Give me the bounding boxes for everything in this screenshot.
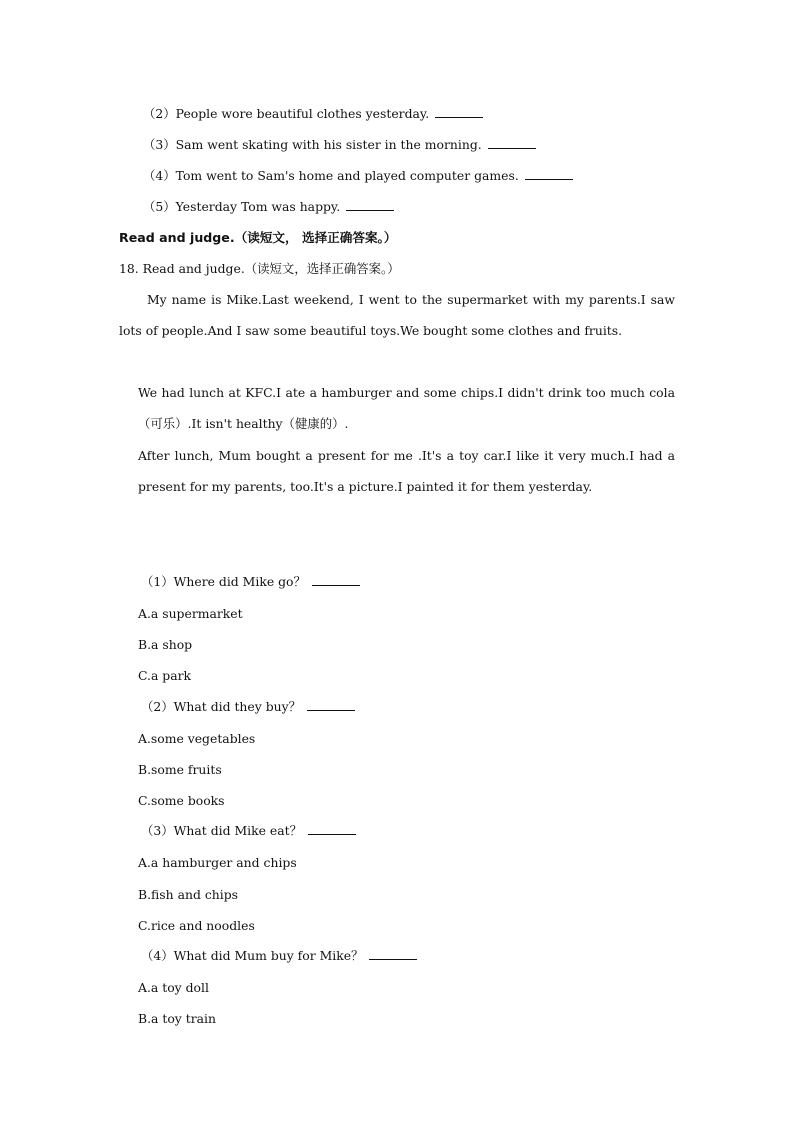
- prev-item-text: Yesterday Tom was happy.: [175, 199, 341, 214]
- option-3a[interactable]: A.a hamburger and chips: [138, 855, 297, 870]
- prev-item-3: [143, 136, 536, 153]
- question-num: （2）: [141, 699, 174, 714]
- passage-paragraph-3: After lunch, Mum bought a present for me .It's a toy car.I like it very much.I had a present for my parents, too.It's a picture.I painted it for them yesterday.: [138, 448, 675, 494]
- option-4b[interactable]: B.a toy train: [138, 1011, 216, 1026]
- question-text: What did Mike eat？: [173, 823, 302, 838]
- question-num: （4）: [141, 948, 174, 963]
- passage-paragraph-1: My name is Mike.Last weekend, I went to the supermarket with my parents.I saw lots of people.And I saw some beautiful toys.We bought some clothes and fruits.: [119, 292, 675, 338]
- option-1c[interactable]: C.a park: [138, 668, 192, 683]
- answer-blank[interactable]: [308, 822, 356, 835]
- question-4: [141, 947, 417, 964]
- prev-item-text: People wore beautiful clothes yesterday.: [175, 106, 430, 121]
- prev-item-num: （4）: [143, 168, 176, 183]
- option-4a[interactable]: A.a toy doll: [138, 980, 209, 995]
- answer-blank[interactable]: [435, 105, 483, 118]
- question-num: （3）: [141, 823, 174, 838]
- passage-paragraph-2: We had lunch at KFC.I ate a hamburger and some chips.I didn't drink too much cola（可乐）.It isn't healthy（健康的）.: [138, 385, 675, 431]
- option-2b[interactable]: B.some fruits: [138, 762, 222, 777]
- question-text: Where did Mike go？: [173, 574, 306, 589]
- exercise-title: 18. Read and judge.（读短文，选择正确答案。）: [119, 261, 400, 276]
- option-2a[interactable]: A.some vegetables: [138, 731, 256, 746]
- option-1b[interactable]: B.a shop: [138, 637, 193, 652]
- question-3: [141, 822, 356, 839]
- option-3b[interactable]: B.fish and chips: [138, 887, 238, 902]
- answer-blank[interactable]: [369, 947, 417, 960]
- question-2: [141, 698, 355, 715]
- question-num: （1）: [141, 574, 174, 589]
- question-text: What did Mum buy for Mike？: [173, 948, 364, 963]
- prev-item-4: [143, 167, 573, 184]
- prev-item-num: （3）: [143, 137, 176, 152]
- answer-blank[interactable]: [307, 698, 355, 711]
- answer-blank[interactable]: [312, 573, 360, 586]
- prev-item-num: （5）: [143, 199, 176, 214]
- prev-item-2: [143, 105, 483, 122]
- option-2c[interactable]: C.some books: [138, 793, 225, 808]
- question-1: [141, 573, 360, 590]
- answer-blank[interactable]: [346, 198, 394, 211]
- section-heading: Read and judge.（读短文， 选择正确答案。）: [119, 230, 397, 245]
- prev-item-text: Tom went to Sam's home and played computer games.: [175, 168, 519, 183]
- prev-item-5: [143, 198, 394, 215]
- answer-blank[interactable]: [488, 136, 536, 149]
- question-text: What did they buy？: [173, 699, 301, 714]
- prev-item-text: Sam went skating with his sister in the morning.: [175, 137, 482, 152]
- answer-blank[interactable]: [525, 167, 573, 180]
- option-3c[interactable]: C.rice and noodles: [138, 918, 255, 933]
- option-1a[interactable]: A.a supermarket: [138, 606, 243, 621]
- prev-item-num: （2）: [143, 106, 176, 121]
